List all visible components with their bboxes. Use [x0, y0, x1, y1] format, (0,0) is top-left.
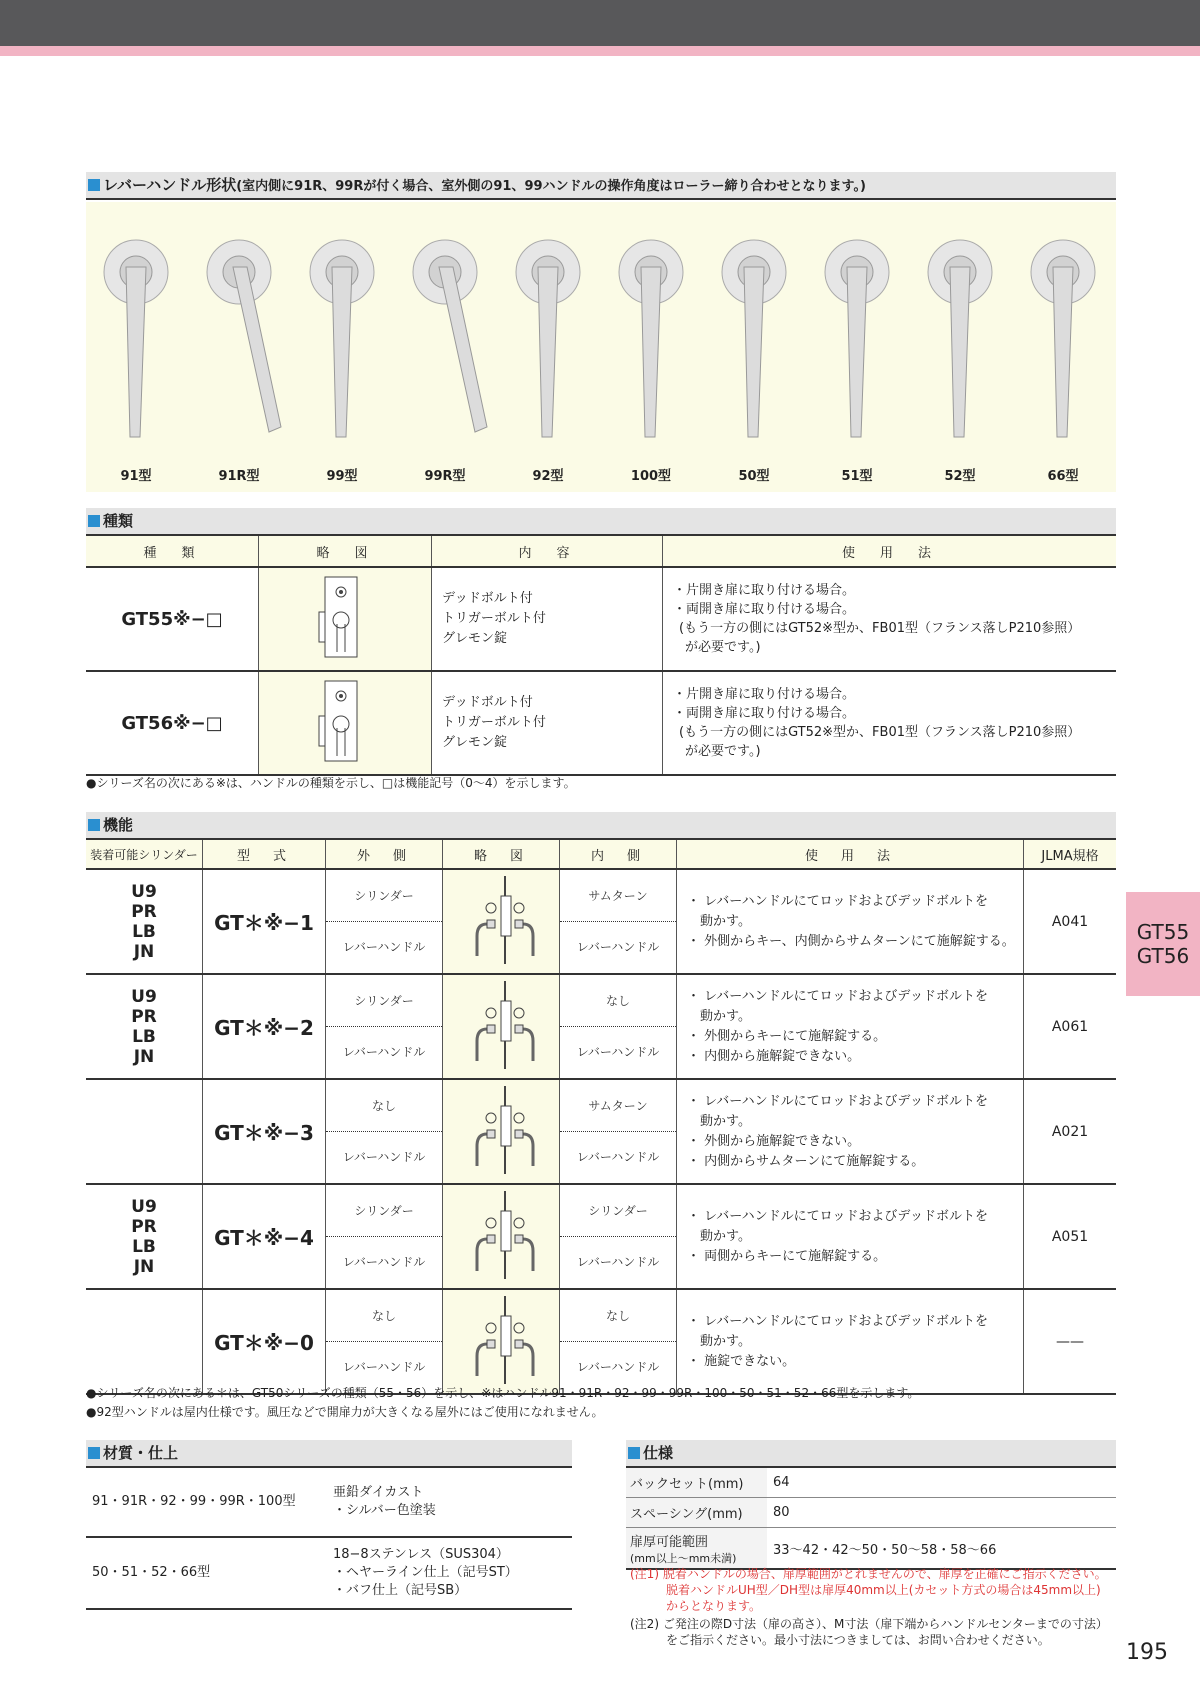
bullet-square-icon — [628, 1447, 640, 1459]
inside-cell — [560, 869, 677, 974]
usage-line: ・片開き扉に取り付ける場合。 — [673, 583, 856, 598]
handle-label: 92型 — [532, 469, 564, 484]
handle-item — [292, 202, 392, 492]
types-header-row — [86, 535, 1116, 567]
outside-cell — [326, 1289, 443, 1394]
spec-key: スペーシング(mm) — [626, 1498, 767, 1528]
function-model: GT＊※−0 — [203, 1289, 326, 1394]
cylinder-code: U9 — [131, 1196, 157, 1217]
lever-section-heading — [86, 172, 1116, 200]
usage-cell — [677, 869, 1024, 974]
usage-line: ・ 内側からサムターンにて施解錠する。 — [687, 1153, 925, 1169]
usage-line: 動かす。 — [687, 1228, 751, 1244]
col-usage: 使 用 法 — [677, 839, 1024, 869]
table-row — [86, 974, 1116, 1079]
inside-top: なし — [560, 976, 676, 1027]
usage-line: ・両開き扉に取り付ける場合。 — [673, 602, 856, 617]
handle-item — [601, 202, 701, 492]
inside-top: なし — [560, 1291, 676, 1342]
handle-label: 52型 — [944, 469, 976, 484]
table-row — [626, 1498, 1116, 1528]
table-row — [626, 1468, 1116, 1498]
handle-item — [395, 202, 495, 492]
cylinder-code: LB — [132, 921, 156, 942]
handle-label: 51型 — [841, 469, 873, 484]
jlma-code: A051 — [1024, 1184, 1117, 1289]
handle-item — [910, 202, 1010, 492]
jlma-code: A021 — [1024, 1079, 1117, 1184]
usage-line: ・ 施錠できない。 — [687, 1353, 796, 1369]
handle-label: 66型 — [1047, 469, 1079, 484]
bullet-square-icon — [88, 1447, 100, 1459]
function-model: GT＊※−1 — [203, 869, 326, 974]
spec-key-label: 扉厚可能範囲 — [630, 1534, 709, 1550]
cylinder-cell — [86, 1184, 203, 1289]
spec-note-1 — [630, 1566, 1107, 1614]
usage-cell — [677, 1079, 1024, 1184]
lever-handle-icon — [189, 222, 289, 452]
type-usage — [663, 671, 1117, 775]
bullet-square-icon — [88, 819, 100, 831]
cylinder-code: PR — [131, 1216, 157, 1237]
handle-item — [498, 202, 598, 492]
material-finish — [333, 1537, 572, 1609]
types-col-type: 種 類 — [86, 535, 259, 567]
handle-label: 99R型 — [424, 469, 466, 484]
inside-bottom: レバーハンドル — [576, 1360, 660, 1374]
usage-line: ・両開き扉に取り付ける場合。 — [673, 706, 856, 721]
page-number: 195 — [1126, 1640, 1168, 1665]
table-row — [626, 1528, 1116, 1570]
table-row — [86, 1079, 1116, 1184]
lever-section-title: レバーハンドル形状 — [103, 176, 237, 194]
lock-diagram-icon — [461, 1294, 541, 1386]
cylinder-cell — [86, 1079, 203, 1184]
handle-label: 91R型 — [218, 469, 260, 484]
side-tab-line: GT55 — [1136, 920, 1190, 944]
material-table — [86, 1468, 572, 1610]
inside-cell — [560, 1289, 677, 1394]
lock-diagram-icon — [461, 874, 541, 966]
outside-bottom: レバーハンドル — [342, 940, 426, 954]
inside-bottom: レバーハンドル — [576, 1255, 660, 1269]
types-section-heading — [86, 508, 1116, 536]
spec-value: 80 — [767, 1498, 1116, 1528]
handle-item — [807, 202, 907, 492]
content-line: グレモン錠 — [442, 631, 508, 646]
content-line: グレモン錠 — [442, 735, 508, 750]
type-model: GT55※−□ — [86, 567, 259, 671]
usage-line: 動かす。 — [687, 1008, 751, 1024]
handle-item — [86, 202, 186, 492]
usage-line: ・ レバーハンドルにてロッドおよびデッドボルトを — [687, 1208, 989, 1224]
usage-cell — [677, 1289, 1024, 1394]
inside-top: サムターン — [560, 1081, 676, 1132]
type-content — [432, 567, 663, 671]
content-line: デッドボルト付 — [442, 591, 533, 606]
lever-handle-icon — [498, 222, 598, 452]
lock-diagram-icon — [461, 1084, 541, 1176]
function-section-title: 機能 — [103, 816, 134, 834]
types-footnote: ●シリーズ名の次にある※は、ハンドルの種類を示し、□は機能記号（0〜4）を示します。 — [86, 776, 576, 790]
types-col-sketch: 略 図 — [259, 535, 432, 567]
col-outside: 外 側 — [326, 839, 443, 869]
type-content — [432, 671, 663, 775]
cylinder-cell — [86, 974, 203, 1079]
outside-top: なし — [326, 1081, 442, 1132]
usage-line: ・ レバーハンドルにてロッドおよびデッドボルトを — [687, 893, 989, 909]
function-footnote: ●92型ハンドルは屋内仕様です。風圧などで開扉力が大きくなる屋外にはご使用になれません。 — [86, 1405, 604, 1419]
usage-line: が必要です。) — [685, 744, 761, 759]
bullet-square-icon — [88, 515, 100, 527]
finish-line: ・ヘヤーライン仕上（記号ST） — [333, 1565, 518, 1580]
usage-line: (もう一方の側にはGT52※型か、FB01型（フランス落しP210参照） — [679, 621, 1081, 636]
cylinder-code: PR — [131, 1006, 157, 1027]
usage-line: ・ 両側からキーにて施解錠する。 — [687, 1248, 887, 1264]
function-header-row — [86, 839, 1116, 869]
usage-line: ・ レバーハンドルにてロッドおよびデッドボルトを — [687, 1313, 989, 1329]
usage-line: ・ レバーハンドルにてロッドおよびデッドボルトを — [687, 988, 989, 1004]
cylinder-code: PR — [131, 901, 157, 922]
cylinder-code: JN — [133, 1046, 155, 1067]
lever-handle-icon — [807, 222, 907, 452]
note-line: からとなります。 — [630, 1599, 762, 1613]
inside-top: シリンダー — [560, 1186, 676, 1237]
cylinder-code: U9 — [131, 986, 157, 1007]
cylinder-cell — [86, 1289, 203, 1394]
material-section-heading — [86, 1440, 572, 1468]
handle-label: 100型 — [630, 469, 672, 484]
cylinder-code: JN — [133, 1256, 155, 1277]
note-line: (注1) 脱着ハンドルの場合、扉厚範囲がとれませんので、扉厚を正確にご指示ください。 — [630, 1567, 1107, 1581]
inside-bottom: レバーハンドル — [576, 1150, 660, 1164]
function-model: GT＊※−4 — [203, 1184, 326, 1289]
outside-bottom: レバーハンドル — [342, 1360, 426, 1374]
outside-bottom: レバーハンドル — [342, 1255, 426, 1269]
spec-value: 33〜42・42〜50・50〜58・58〜66 — [767, 1528, 1116, 1570]
finish-line: 18−8ステンレス（SUS304） — [333, 1547, 509, 1562]
outside-cell — [326, 1184, 443, 1289]
usage-line: ・ 外側から施解錠できない。 — [687, 1133, 861, 1149]
spec-value: 64 — [767, 1468, 1116, 1498]
col-inside: 内 側 — [560, 839, 677, 869]
lock-sketch — [443, 974, 560, 1079]
header-bar — [0, 0, 1200, 46]
inside-cell — [560, 1184, 677, 1289]
outside-cell — [326, 1079, 443, 1184]
header-accent-stripe — [0, 46, 1200, 56]
lever-section-note: (室内側に91R、99Rが付く場合、室外側の91、99ハンドルの操作角度はローラー締り合わせとなります。) — [236, 179, 866, 194]
table-row — [86, 1289, 1116, 1394]
usage-line: ・ レバーハンドルにてロッドおよびデッドボルトを — [687, 1093, 989, 1109]
lock-sketch — [259, 671, 432, 775]
note-line: をご指示ください。最小寸法につきましては、お問い合わせください。 — [630, 1633, 1050, 1647]
handle-item — [189, 202, 289, 492]
lever-handle-icon — [601, 222, 701, 452]
table-row — [86, 671, 1116, 775]
inside-top: サムターン — [560, 871, 676, 922]
material-models: 50・51・52・66型 — [86, 1537, 333, 1609]
material-models: 91・91R・92・99・99R・100型 — [86, 1468, 333, 1537]
col-cylinder: 装着可能シリンダー — [86, 839, 203, 869]
handle-gallery — [86, 202, 1116, 492]
finish-line: ・バフ仕上（記号SB） — [333, 1583, 468, 1598]
material-finish — [333, 1468, 572, 1537]
usage-line: 動かす。 — [687, 1333, 751, 1349]
lever-handle-icon — [292, 222, 392, 452]
table-row — [86, 1468, 572, 1537]
usage-line: ・ 内側から施解錠できない。 — [687, 1048, 861, 1064]
lock-diagram-icon — [461, 1189, 541, 1281]
jlma-code: A061 — [1024, 974, 1117, 1079]
col-jlma: JLMA規格 — [1024, 839, 1117, 869]
outside-top: シリンダー — [326, 976, 442, 1027]
spec-note-2 — [630, 1616, 1108, 1648]
lock-sketch — [443, 1079, 560, 1184]
type-model: GT56※−□ — [86, 671, 259, 775]
lever-handle-icon — [704, 222, 804, 452]
side-tab-line: GT56 — [1136, 944, 1190, 968]
material-section-title: 材質・仕上 — [103, 1444, 179, 1462]
jlma-code: A041 — [1024, 869, 1117, 974]
spec-key — [626, 1528, 767, 1570]
inside-bottom: レバーハンドル — [576, 1045, 660, 1059]
type-usage — [663, 567, 1117, 671]
spec-section-title: 仕様 — [643, 1444, 674, 1462]
table-row — [86, 1537, 572, 1609]
spec-section-heading — [626, 1440, 1116, 1468]
lock-sketch — [443, 869, 560, 974]
lock-diagram-icon — [461, 979, 541, 1071]
handle-label: 99型 — [326, 469, 358, 484]
table-row — [86, 1184, 1116, 1289]
lever-handle-icon — [1013, 222, 1113, 452]
usage-line: ・ 外側からキーにて施解錠する。 — [687, 1028, 887, 1044]
handle-item — [1013, 202, 1113, 492]
outside-top: なし — [326, 1291, 442, 1342]
types-col-content: 内 容 — [432, 535, 663, 567]
lock-sketch — [443, 1289, 560, 1394]
function-section-heading — [86, 812, 1116, 840]
outside-cell — [326, 869, 443, 974]
cylinder-code: LB — [132, 1026, 156, 1047]
cylinder-code: JN — [133, 941, 155, 962]
outside-bottom: レバーハンドル — [342, 1045, 426, 1059]
usage-line: ・ 外側からキー、内側からサムターンにて施解錠する。 — [687, 933, 1015, 949]
usage-line: が必要です。) — [685, 640, 761, 655]
lever-handle-icon — [395, 222, 495, 452]
function-footnotes — [86, 1384, 919, 1422]
handle-label: 91型 — [120, 469, 152, 484]
spec-table — [626, 1468, 1116, 1570]
spec-key: バックセット(mm) — [626, 1468, 767, 1498]
function-table — [86, 838, 1116, 1395]
lock-sketch — [443, 1184, 560, 1289]
lever-handle-icon — [910, 222, 1010, 452]
types-table — [86, 534, 1116, 776]
inside-cell — [560, 974, 677, 1079]
usage-cell — [677, 1184, 1024, 1289]
usage-cell — [677, 974, 1024, 1079]
usage-line: 動かす。 — [687, 1113, 751, 1129]
content-line: デッドボルト付 — [442, 695, 533, 710]
table-row — [86, 567, 1116, 671]
handle-item — [704, 202, 804, 492]
handle-label: 50型 — [738, 469, 770, 484]
lever-handle-icon — [86, 222, 186, 452]
table-row — [86, 869, 1116, 974]
function-footnote: ●シリーズ名の次にある＊は、GT50シリーズの種類（55・56）を示し、※はハンドル91・91R・92・99・99R・100・50・51・52・66型を示します。 — [86, 1386, 920, 1400]
finish-line: ・シルバー色塗装 — [333, 1503, 436, 1518]
usage-line: (もう一方の側にはGT52※型か、FB01型（フランス落しP210参照） — [679, 725, 1081, 740]
bullet-square-icon — [88, 179, 100, 191]
spec-key-sub: (mm以上〜mm未満) — [630, 1551, 737, 1565]
outside-top: シリンダー — [326, 1186, 442, 1237]
outside-bottom: レバーハンドル — [342, 1150, 426, 1164]
note-line: (注2) ご発注の際D寸法（扉の高さ）、M寸法（扉下端からハンドルセンターまでの寸法） — [630, 1617, 1108, 1631]
content-line: トリガーボルト付 — [442, 611, 546, 626]
cylinder-cell — [86, 869, 203, 974]
finish-line: 亜鉛ダイカスト — [333, 1485, 424, 1500]
cylinder-code: U9 — [131, 881, 157, 902]
types-col-usage: 使 用 法 — [663, 535, 1117, 567]
col-model: 型 式 — [203, 839, 326, 869]
inside-bottom: レバーハンドル — [576, 940, 660, 954]
jlma-code: —— — [1024, 1289, 1117, 1394]
side-tab[interactable] — [1126, 892, 1200, 996]
function-model: GT＊※−2 — [203, 974, 326, 1079]
types-section-title: 種類 — [103, 512, 134, 530]
function-model: GT＊※−3 — [203, 1079, 326, 1184]
outside-top: シリンダー — [326, 871, 442, 922]
note-line: 脱着ハンドルUH型／DH型は扉厚40mm以上(カセット方式の場合は45mm以上) — [630, 1583, 1101, 1597]
outside-cell — [326, 974, 443, 1079]
cylinder-code: LB — [132, 1236, 156, 1257]
lock-sketch — [259, 567, 432, 671]
usage-line: 動かす。 — [687, 913, 751, 929]
content-line: トリガーボルト付 — [442, 715, 546, 730]
inside-cell — [560, 1079, 677, 1184]
usage-line: ・片開き扉に取り付ける場合。 — [673, 687, 856, 702]
col-sketch: 略 図 — [443, 839, 560, 869]
